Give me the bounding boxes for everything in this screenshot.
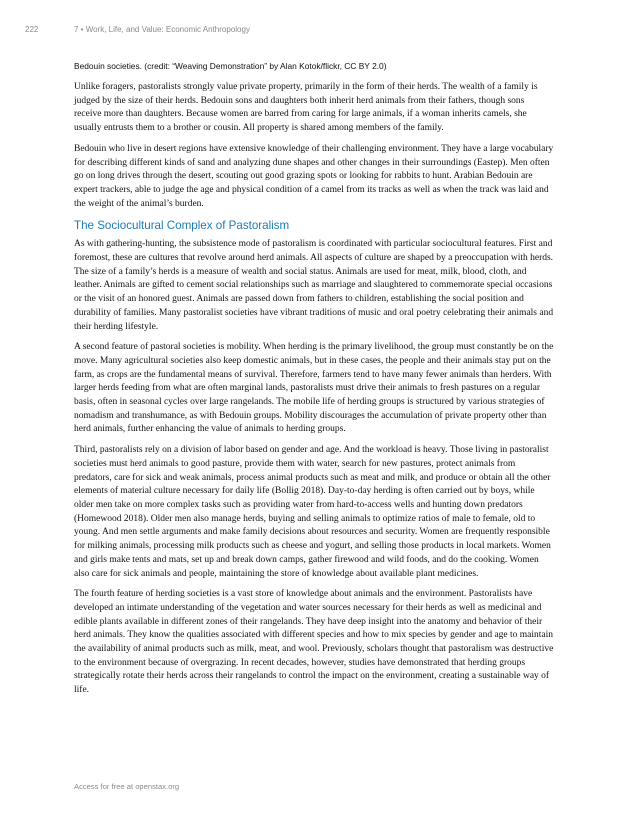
section-heading: The Sociocultural Complex of Pastoralism [74,219,290,233]
running-header [25,25,605,39]
page-footer: Access for free at openstax.org [74,782,180,791]
paragraph: Third, pastoralists rely on a division of labor based on gender and age. And the workload is heavy. Those living in pastoralist societies must herd animals to good pasture, provide them with water, search for new pastures, protect animals from predators, care for sick and weak animals, process animal products such as meat and milk, and produce or obtain all the other elements of material culture necessary for daily life (Bollig 2018). Day-to-day herding is often carried out by boys, while older men take on more complex tasks such as providing water from hard-to-access wells and hunting down predators (Homewood 2018). Older men also manage herds, buying and selling animals to optimize ratios of male to female, old to young. And men settle arguments and make family decisions about resources and security. Women are frequently responsible for milking animals, processing milk products such as cheese and yogurt, and selling those products in local markets. Women and girls make tents and mats, set up and break down camps, gather firewood and wild foods, and do the cooking. Women also care for sick animals and people, maintaining the store of knowledge about available plant medicines. [74,445,551,579]
paragraph: A second feature of pastoral societies is mobility. When herding is the primary livelihood, the group must constantly be on the move. Many agricultural societies also keep domestic animals, but in these cases, the people and their animals stay put on the farm, as crops are the fundamental means of survival. Therefore, farmers tend to have many fewer animals than herders. With larger herds feeding from what are often marginal lands, pastoralists must drive their animals to fresh pastures on a regular basis, often in seasonal cycles over large rangelands. The mobile life of herding groups is structured by various strategies of nomadism and transhumance, as with Bedouin groups. Mobility discourages the accumulation of private property other than herd animals, further enhancing the value of animals to herding groups. [74,342,554,435]
page-number: 222 [25,25,39,34]
paragraph: As with gathering-hunting, the subsistence mode of pastoralism is coordinated with particular sociocultural features. First and foremost, these are cultures that revolve around herd animals. All aspects of culture are shaped by a preoccupation with herds. The size of a family’s herds is a measure of wealth and social status. Animals are used for meat, milk, blood, cloth, and leather. Animals are gifted to cement social relationships such as marriage and slaughtered to commemorate special occasions or the visit of an honored guest. Animals are passed down from fathers to children, establishing the social position and durability of families. Many pastoralist societies have vibrant traditions of music and oral poetry celebrating their animals and their herding lifestyle. [74,239,554,332]
paragraph: Bedouin who live in desert regions have extensive knowledge of their challenging environment. They have a large vocabulary for describing different kinds of sand and analyzing dune shapes and other changes in their surroundings (Eastep). Men often go on long drives through the desert, scouting out good grazing spots or looking for rabbits to hunt. Arabian Bedouin are expert trackers, able to judge the age and physical condition of a camel from its tracks as well as when the track was laid and the weight of the animal’s burden. [74,143,554,209]
main-content [74,60,554,705]
paragraph: Unlike foragers, pastoralists strongly value private property, primarily in the form of their herds. The wealth of a family is judged by the size of their herds. Bedouin sons and daughters both inherit herd animals from their fathers, though sons receive more than daughters. Because women are barred from caring for large animals, if a woman inherits camels, she usually entrusts them to a brother or cousin. All property is shared among members of the family. [74,82,538,134]
figure-caption: Bedouin societies. (credit: “Weaving Demonstration” by Alan Kotok/flickr, CC BY 2.0) [74,61,387,71]
running-title: 7 • Work, Life, and Value: Economic Anthropology [74,25,250,34]
paragraph: The fourth feature of herding societies is a vast store of knowledge about animals and the environment. Pastoralists have developed an intimate understanding of the vegetation and water sources necessary for their herds as well as medicinal and edible plants available in different zones of their rangelands. They have deep insight into the anatomy and behavior of their herd animals. They know the qualities associated with different species and how to mix species by gender and age to maintain the availability of animal products such as milk, meat, and wool. Previously, scholars thought that pastoralism was destructive to the environment because of overgrazing. In recent decades, however, studies have demonstrated that herding groups strategically rotate their herds across their rangelands to control the impact on the environment, creating a sustainable way of life. [74,589,554,696]
